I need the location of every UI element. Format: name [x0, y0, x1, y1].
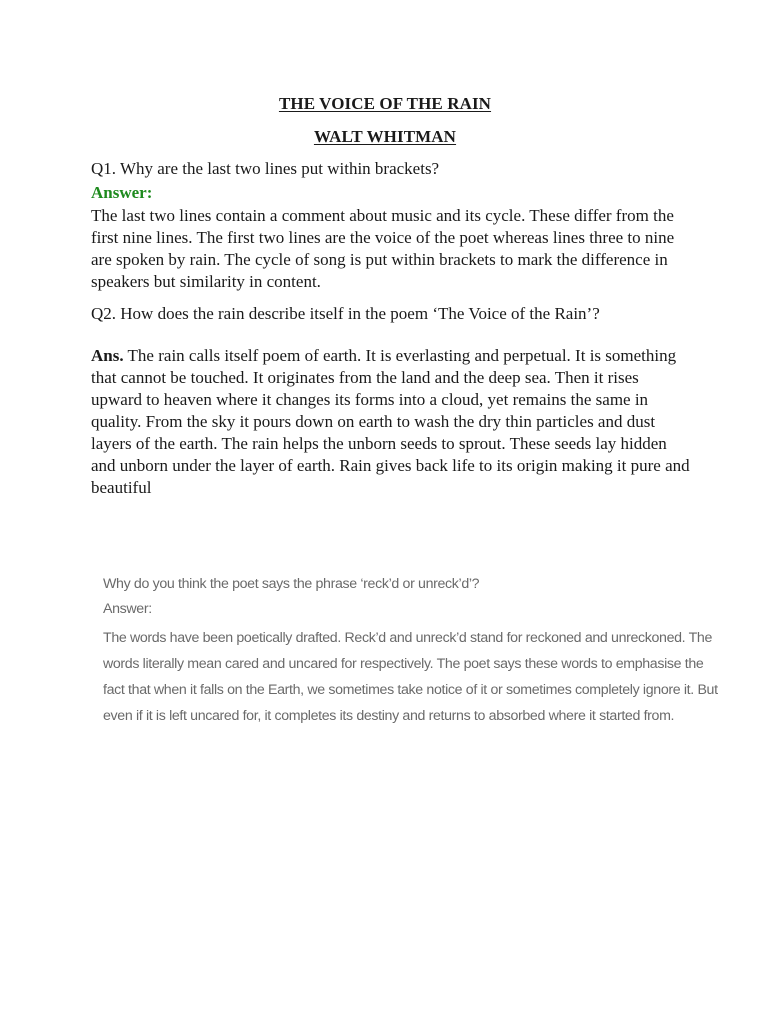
- author-name: WALT WHITMAN: [313, 127, 457, 146]
- answer-3-text: The words have been poetically drafted. Reck’d and unreck’d stand for reckoned and unreckoned. The words literally mean cared and uncared for respectively. The poet says these words to emphasise the fact that when it falls on the Earth, we sometimes take notice of it or sometimes completely ignore it. But even if it is left uncared for, it completes its destiny and returns to absorbed where it started from.: [103, 630, 718, 724]
- answer-2: [91, 345, 691, 499]
- answer-2-text: The rain calls itself poem of earth. It is everlasting and perpetual. It is something that cannot be touched. It originates from the land and the deep sea. Then it rises upward to heaven where it changes its forms into a cloud, yet remains the same in quality. From the sky it pours down on earth to wash the dry thin particles and dust layers of the earth. The rain helps the unborn seeds to sprout. These seeds lay hidden and unborn under the layer of earth. Rain gives back life to its origin making it pure and beautiful: [91, 346, 690, 497]
- question-2: Q2. How does the rain describe itself in the poem ‘The Voice of the Rain’?: [91, 304, 600, 323]
- document-title: THE VOICE OF THE RAIN: [278, 94, 492, 113]
- answer-1-label: Answer:: [91, 183, 153, 202]
- answer-2-label: Ans.: [91, 346, 124, 365]
- question-1: Q1. Why are the last two lines put within brackets?: [91, 159, 440, 178]
- answer-3-label: Answer:: [103, 601, 152, 617]
- question-3: Why do you think the poet says the phrase ‘reck’d or unreck’d’?: [103, 576, 480, 592]
- answer-1-text: The last two lines contain a comment about music and its cycle. These differ from the first nine lines. The first two lines are the voice of the poet whereas lines three to nine are spoken by rain. The cycle of song is put within brackets to mark the difference in speakers but similarity in content.: [91, 206, 675, 291]
